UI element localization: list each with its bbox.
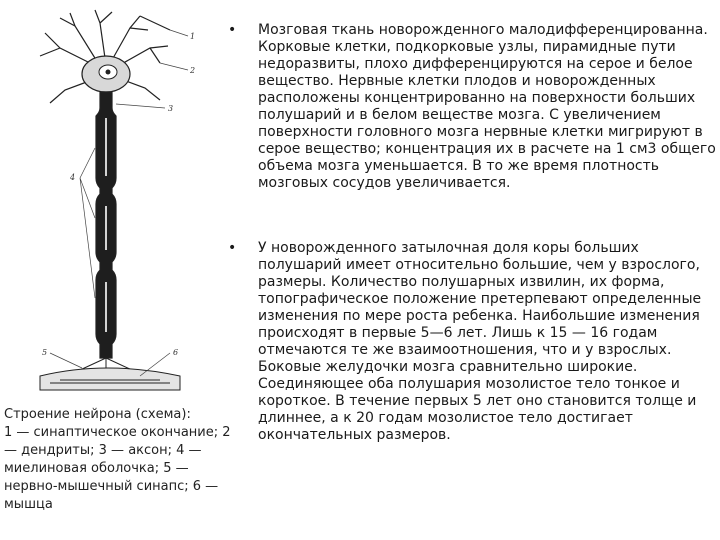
bullet-marker: • (228, 22, 237, 38)
label-5: 5 (42, 348, 48, 357)
label-2: 2 (190, 66, 196, 75)
label-4: 4 (70, 173, 76, 182)
bullet-text: Мозговая ткань новорожденного малодифференцированна. Корковые клетки, подкорковые узлы, пирамидные пути недоразвиты, плохо дифференцируются на серое и белое вещество. Нервные клетки плодов и новорожденных расположены концентрированно на поверхности больших полушарий и в белом веществе мозга. С увеличением поверхности головного мозга нервные клетки мигрируют в серое вещество; концентрация их в расчете на 1 см3 общего объема мозга уменьшается. В то же время плотность мозговых сосудов увеличивается. (258, 22, 716, 191)
synapse-muscle (40, 358, 180, 390)
neuron-diagram (20, 8, 215, 393)
bullet-marker: • (228, 240, 237, 256)
label-6: 6 (173, 348, 179, 357)
neuron-diagram-svg (20, 8, 215, 393)
label-1: 1 (190, 32, 196, 41)
label-3: 3 (168, 104, 174, 113)
bullet-text: У новорожденного затылочная доля коры больших полушарий имеет относительно большие, чем у взрослого, размеры. Количество полушарных извилин, их форма, топографическое положение претерпевают определенные изменения по мере роста ребенка. Наибольшие изменения происходят в первые 5—6 лет. Лишь к 15 — 16 годам отмечаются те же взаимоотношения, что и у взрослых. Боковые желудочки мозга сравнительно широкие. Соединяющее оба полушария мозолистое тело тонкое и короткое. В течение первых 5 лет оно становится толще и длиннее, а к 20 годам мозолистое тело достигает окончательных размеров. (258, 240, 702, 443)
figure-caption: Строение нейрона (схема): 1 — синаптическое окончание; 2 — дендриты; 3 — аксон; 4 — миелиновая оболочка; 5 — нервно-мышечный синапс; 6 — мышца (4, 407, 231, 512)
